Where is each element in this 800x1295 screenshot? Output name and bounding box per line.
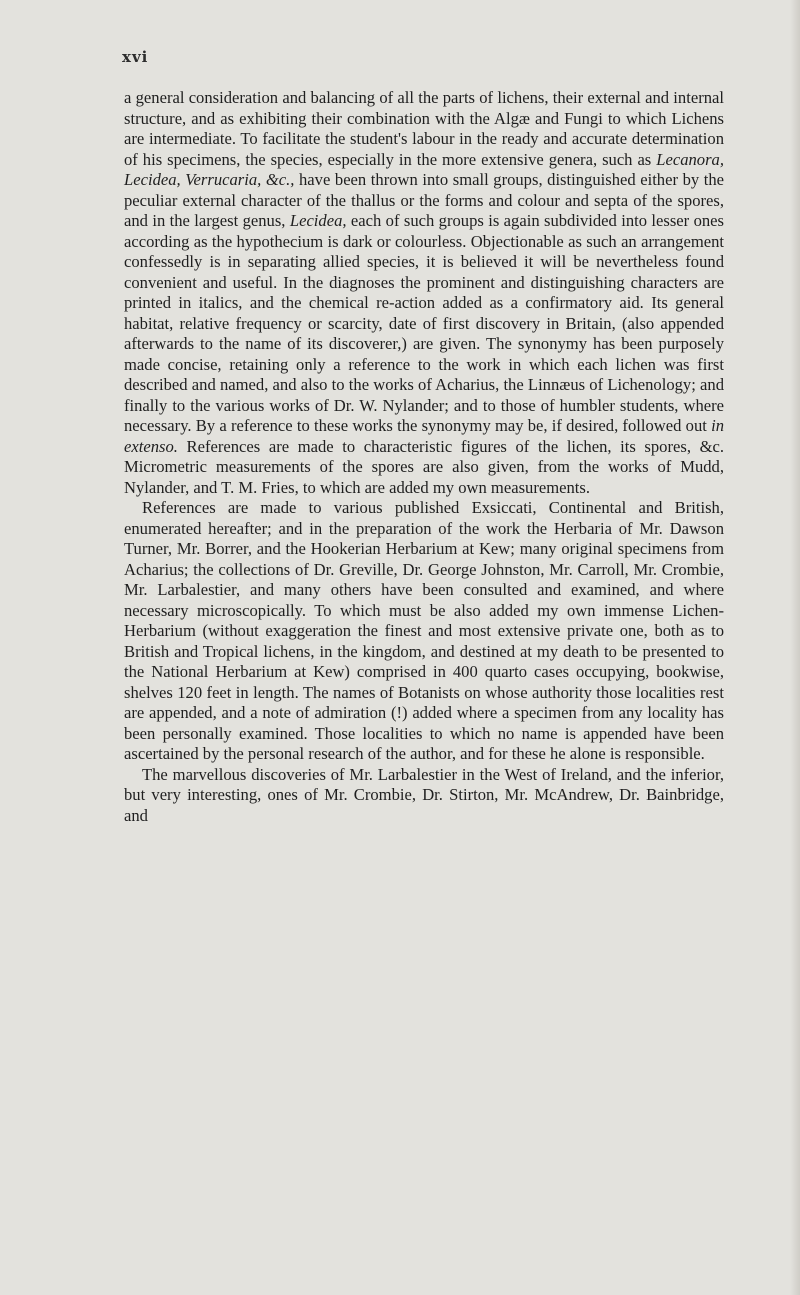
text-run: a general consideration and balancing of all the parts of lichens, their external and internal structure, and as exhibiting their combination with the Algæ and Fungi to which Lichens are intermediate. To facilitate the student's labour in the ready and accurate determination of his specimens, the species, especially in the more extensive genera, such as xyxy=(124,88,724,169)
paragraph xyxy=(124,765,724,827)
body-text xyxy=(124,88,724,826)
text-run: have been thrown into small groups, distinguished either by the peculiar external character of the thallus or the forms and colour and septa of the spores, and in the largest genus, xyxy=(124,170,724,230)
italic-text: in extenso. xyxy=(124,416,724,456)
text-run: The marvellous discoveries of Mr. Larbalestier in the West of Ireland, and the inferior, but very interesting, ones of Mr. Crombie, Dr. Stirton, Mr. McAndrew, Dr. Bainbridge, and xyxy=(124,764,724,825)
text-run: each of such groups is again subdivided into lesser ones according as the hypothecium is dark or colourless. Objectionable as such an arrangement confessedly is in separating allied species, it is believed it will be nevertheless found convenient and useful. In the diagnoses the prominent and distinguishing characters are printed in italics, and the chemical re-action added as a confirmatory aid. Its general habitat, relative frequency or scarcity, date of first discovery in Britain, (also appended afterwards to the name of its discoverer,) are given. The synonymy has been purposely made concise, retaining only a reference to the work in which each lichen was first described and named, and also to the works of Acharius, the Linnæus of Lichenology; and finally to the various works of Dr. W. Nylander; and to those of humbler students, where necessary. By a reference to these works the synonymy may be, if desired, followed out xyxy=(124,211,724,435)
page-number: xvi xyxy=(122,48,149,66)
text-run: References are made to characteristic figures of the lichen, its spores, &c. Micrometric measurements of the spores are also given, from the works of Mudd, Nylander, and T. M. Fries, to which are added my own measurements. xyxy=(124,436,724,497)
italic-text: Lecanora, Lecidea, Verrucaria, &c., xyxy=(124,149,724,189)
paragraph xyxy=(124,498,724,765)
text-run: References are made to various published Exsiccati, Continental and British, enumerated hereafter; and in the preparation of the work the Herbaria of Mr. Dawson Turner, Mr. Borrer, and the Hookerian Herbarium at Kew; many original specimens from Acharius; the collections of Dr. Greville, Dr. George Johnston, Mr. Carroll, Mr. Crombie, Mr. Larbalestier, and many others have been consulted and examined, and where necessary microscopically. To which must be also added my own immense Lichen-Herbarium (without exaggeration the finest and most extensive private one, both as to British and Tropical lichens, in the kingdom, and destined at my death to be presented to the National Herbarium at Kew) comprised in 400 quarto cases occupying, bookwise, shelves 120 feet in length. The names of Botanists on whose authority those localities rest are appended, and a note of admiration (!) added where a specimen from any locality has been personally examined. Those localities to which no name is appended have been ascertained by the personal research of the author, and for these he alone is responsible. xyxy=(124,498,724,763)
paragraph xyxy=(124,88,724,498)
page-edge-shadow xyxy=(790,0,800,1295)
italic-text: Lecidea, xyxy=(289,211,347,230)
